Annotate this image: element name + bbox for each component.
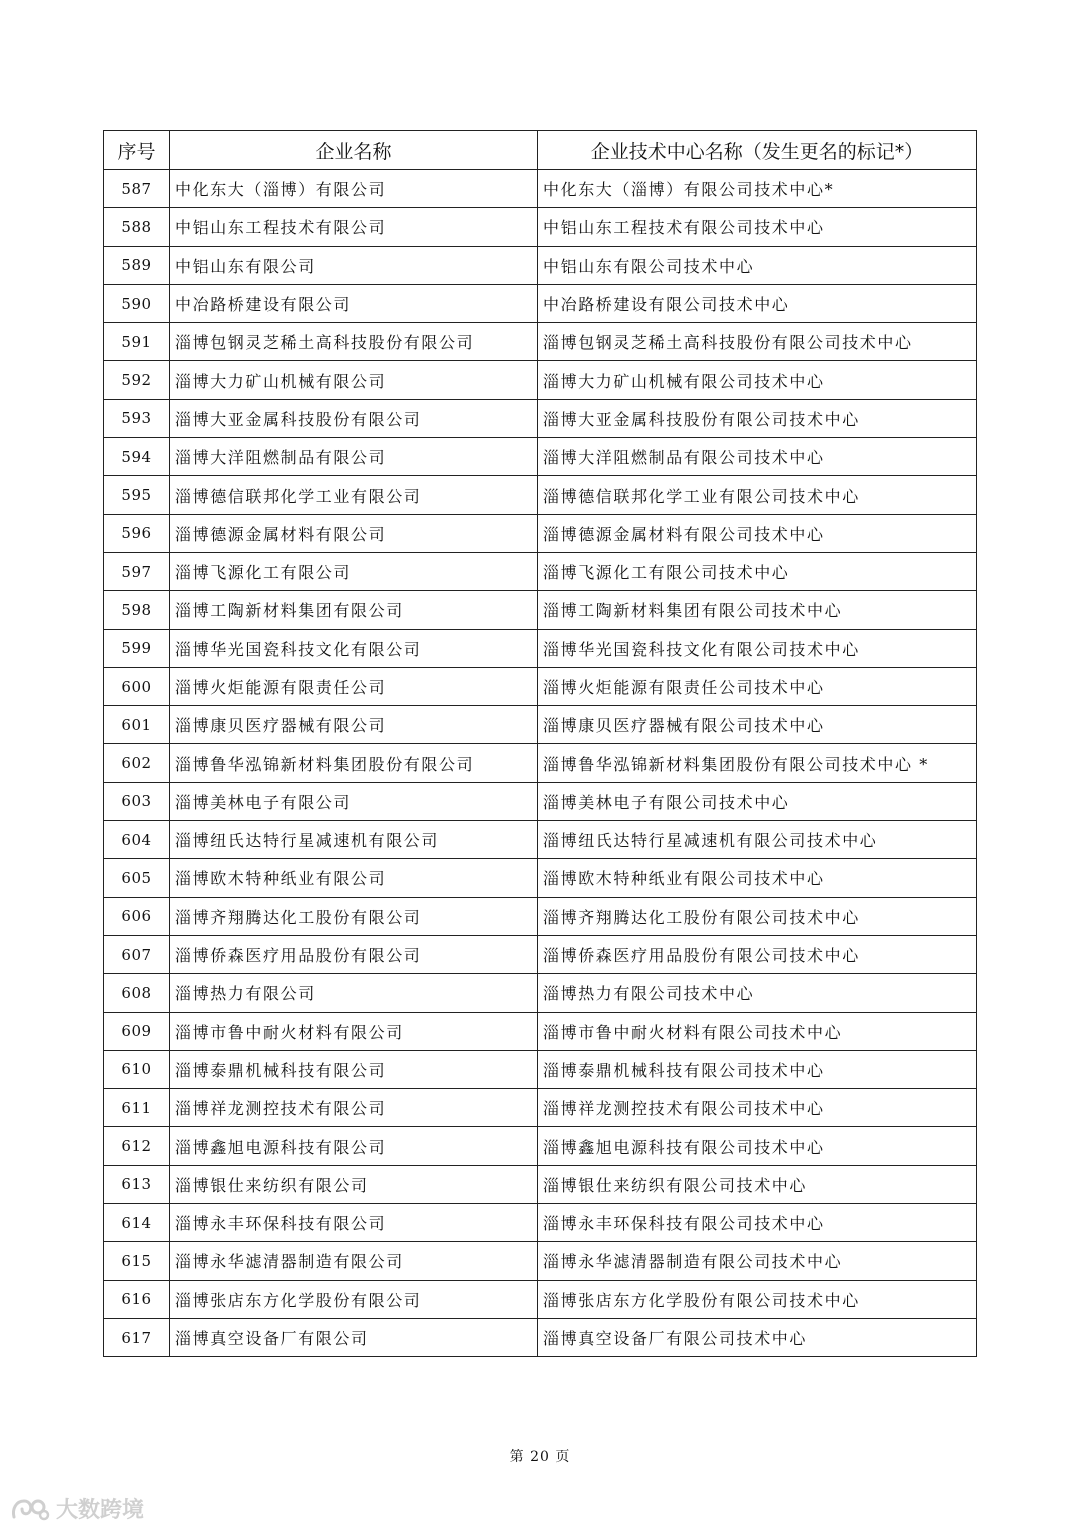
row-company-name: 淄博包钢灵芝稀土高科技股份有限公司	[170, 323, 538, 361]
table-row	[104, 1280, 977, 1318]
row-index: 614	[104, 1204, 170, 1242]
row-company-name: 淄博大力矿山机械有限公司	[170, 361, 538, 399]
row-company-name: 淄博泰鼎机械科技有限公司	[170, 1050, 538, 1088]
row-index: 609	[104, 1012, 170, 1050]
row-company-name: 淄博侨森医疗用品股份有限公司	[170, 935, 538, 973]
row-center-name: 淄博德信联邦化学工业有限公司技术中心	[538, 476, 977, 514]
row-index: 594	[104, 438, 170, 476]
row-center-name: 淄博银仕来纺织有限公司技术中心	[538, 1165, 977, 1203]
row-company-name: 淄博飞源化工有限公司	[170, 552, 538, 590]
row-company-name: 淄博市鲁中耐火材料有限公司	[170, 1012, 538, 1050]
table-row	[104, 591, 977, 629]
row-company-name: 中冶路桥建设有限公司	[170, 284, 538, 322]
row-center-name: 淄博工陶新材料集团有限公司技术中心	[538, 591, 977, 629]
table-row	[104, 935, 977, 973]
row-company-name: 淄博祥龙测控技术有限公司	[170, 1089, 538, 1127]
table-row	[104, 859, 977, 897]
header-company: 企业名称	[170, 131, 538, 170]
row-index: 598	[104, 591, 170, 629]
row-index: 589	[104, 246, 170, 284]
row-company-name: 中铝山东有限公司	[170, 246, 538, 284]
header-index: 序号	[104, 131, 170, 170]
row-company-name: 淄博鲁华泓锦新材料集团股份有限公司	[170, 744, 538, 782]
row-company-name: 淄博鑫旭电源科技有限公司	[170, 1127, 538, 1165]
table-row	[104, 1242, 977, 1280]
row-index: 606	[104, 897, 170, 935]
row-company-name: 淄博火炬能源有限责任公司	[170, 667, 538, 705]
row-center-name: 淄博欧木特种纸业有限公司技术中心	[538, 859, 977, 897]
row-center-name: 淄博市鲁中耐火材料有限公司技术中心	[538, 1012, 977, 1050]
table-row	[104, 246, 977, 284]
page-number: 第 20 页	[509, 1449, 571, 1465]
table-row	[104, 706, 977, 744]
row-center-name: 淄博真空设备厂有限公司技术中心	[538, 1318, 977, 1356]
row-index: 612	[104, 1127, 170, 1165]
row-company-name: 淄博纽氏达特行星减速机有限公司	[170, 821, 538, 859]
row-company-name: 中化东大（淄博）有限公司	[170, 170, 538, 208]
row-index: 608	[104, 974, 170, 1012]
watermark-text: 大数跨境	[56, 1498, 145, 1523]
row-company-name: 淄博永丰环保科技有限公司	[170, 1204, 538, 1242]
row-center-name: 淄博泰鼎机械科技有限公司技术中心	[538, 1050, 977, 1088]
table-row	[104, 1089, 977, 1127]
row-center-name: 淄博德源金属材料有限公司技术中心	[538, 514, 977, 552]
table-row	[104, 284, 977, 322]
table-row	[104, 208, 977, 246]
table-row	[104, 629, 977, 667]
row-center-name: 淄博祥龙测控技术有限公司技术中心	[538, 1089, 977, 1127]
row-center-name: 中化东大（淄博）有限公司技术中心*	[538, 170, 977, 208]
table-row	[104, 821, 977, 859]
enterprise-table	[103, 130, 977, 1357]
row-center-name: 淄博飞源化工有限公司技术中心	[538, 552, 977, 590]
row-company-name: 中铝山东工程技术有限公司	[170, 208, 538, 246]
row-index: 596	[104, 514, 170, 552]
row-company-name: 淄博德源金属材料有限公司	[170, 514, 538, 552]
row-index: 603	[104, 782, 170, 820]
table-row	[104, 514, 977, 552]
table-row	[104, 744, 977, 782]
row-index: 590	[104, 284, 170, 322]
row-index: 611	[104, 1089, 170, 1127]
row-index: 600	[104, 667, 170, 705]
row-company-name: 淄博大亚金属科技股份有限公司	[170, 399, 538, 437]
row-index: 597	[104, 552, 170, 590]
table-header-row	[104, 131, 977, 170]
row-center-name: 中铝山东有限公司技术中心	[538, 246, 977, 284]
row-company-name: 淄博工陶新材料集团有限公司	[170, 591, 538, 629]
row-company-name: 淄博齐翔腾达化工股份有限公司	[170, 897, 538, 935]
row-center-name: 淄博纽氏达特行星减速机有限公司技术中心	[538, 821, 977, 859]
row-company-name: 淄博大洋阻燃制品有限公司	[170, 438, 538, 476]
row-index: 602	[104, 744, 170, 782]
row-center-name: 淄博康贝医疗器械有限公司技术中心	[538, 706, 977, 744]
table-row	[104, 1012, 977, 1050]
header-center: 企业技术中心名称（发生更名的标记*）	[538, 131, 977, 170]
table-row	[104, 1204, 977, 1242]
row-company-name: 淄博热力有限公司	[170, 974, 538, 1012]
row-index: 601	[104, 706, 170, 744]
row-company-name: 淄博永华滤清器制造有限公司	[170, 1242, 538, 1280]
table-row	[104, 1318, 977, 1356]
row-company-name: 淄博真空设备厂有限公司	[170, 1318, 538, 1356]
row-center-name: 淄博大力矿山机械有限公司技术中心	[538, 361, 977, 399]
table-row	[104, 1050, 977, 1088]
row-center-name: 淄博火炬能源有限责任公司技术中心	[538, 667, 977, 705]
row-center-name: 淄博张店东方化学股份有限公司技术中心	[538, 1280, 977, 1318]
row-company-name: 淄博美林电子有限公司	[170, 782, 538, 820]
row-center-name: 中铝山东工程技术有限公司技术中心	[538, 208, 977, 246]
row-index: 613	[104, 1165, 170, 1203]
table-row	[104, 782, 977, 820]
table-row	[104, 323, 977, 361]
row-center-name: 淄博鑫旭电源科技有限公司技术中心	[538, 1127, 977, 1165]
row-index: 595	[104, 476, 170, 514]
row-index: 617	[104, 1318, 170, 1356]
row-index: 588	[104, 208, 170, 246]
table-row	[104, 1127, 977, 1165]
row-index: 605	[104, 859, 170, 897]
table-row	[104, 399, 977, 437]
row-company-name: 淄博欧木特种纸业有限公司	[170, 859, 538, 897]
row-center-name: 淄博华光国瓷科技文化有限公司技术中心	[538, 629, 977, 667]
row-index: 607	[104, 935, 170, 973]
table-row	[104, 667, 977, 705]
row-index: 604	[104, 821, 170, 859]
row-company-name: 淄博张店东方化学股份有限公司	[170, 1280, 538, 1318]
row-center-name: 淄博永丰环保科技有限公司技术中心	[538, 1204, 977, 1242]
row-center-name: 淄博大洋阻燃制品有限公司技术中心	[538, 438, 977, 476]
table-row	[104, 361, 977, 399]
watermark	[10, 1493, 144, 1524]
row-center-name: 淄博侨森医疗用品股份有限公司技术中心	[538, 935, 977, 973]
row-index: 599	[104, 629, 170, 667]
table-row	[104, 476, 977, 514]
row-index: 591	[104, 323, 170, 361]
row-index: 592	[104, 361, 170, 399]
table-row	[104, 552, 977, 590]
logo-icon	[10, 1495, 50, 1523]
table-row	[104, 170, 977, 208]
row-center-name: 淄博包钢灵芝稀土高科技股份有限公司技术中心	[538, 323, 977, 361]
row-index: 587	[104, 170, 170, 208]
row-center-name: 淄博齐翔腾达化工股份有限公司技术中心	[538, 897, 977, 935]
table-row	[104, 438, 977, 476]
row-center-name: 淄博鲁华泓锦新材料集团股份有限公司技术中心 *	[538, 744, 977, 782]
row-center-name: 淄博永华滤清器制造有限公司技术中心	[538, 1242, 977, 1280]
row-index: 615	[104, 1242, 170, 1280]
row-company-name: 淄博康贝医疗器械有限公司	[170, 706, 538, 744]
table-row	[104, 897, 977, 935]
row-company-name: 淄博德信联邦化学工业有限公司	[170, 476, 538, 514]
row-center-name: 淄博美林电子有限公司技术中心	[538, 782, 977, 820]
row-company-name: 淄博华光国瓷科技文化有限公司	[170, 629, 538, 667]
row-center-name: 淄博热力有限公司技术中心	[538, 974, 977, 1012]
row-center-name: 中冶路桥建设有限公司技术中心	[538, 284, 977, 322]
row-index: 616	[104, 1280, 170, 1318]
table-row	[104, 1165, 977, 1203]
row-index: 593	[104, 399, 170, 437]
row-center-name: 淄博大亚金属科技股份有限公司技术中心	[538, 399, 977, 437]
row-company-name: 淄博银仕来纺织有限公司	[170, 1165, 538, 1203]
row-index: 610	[104, 1050, 170, 1088]
table-row	[104, 974, 977, 1012]
